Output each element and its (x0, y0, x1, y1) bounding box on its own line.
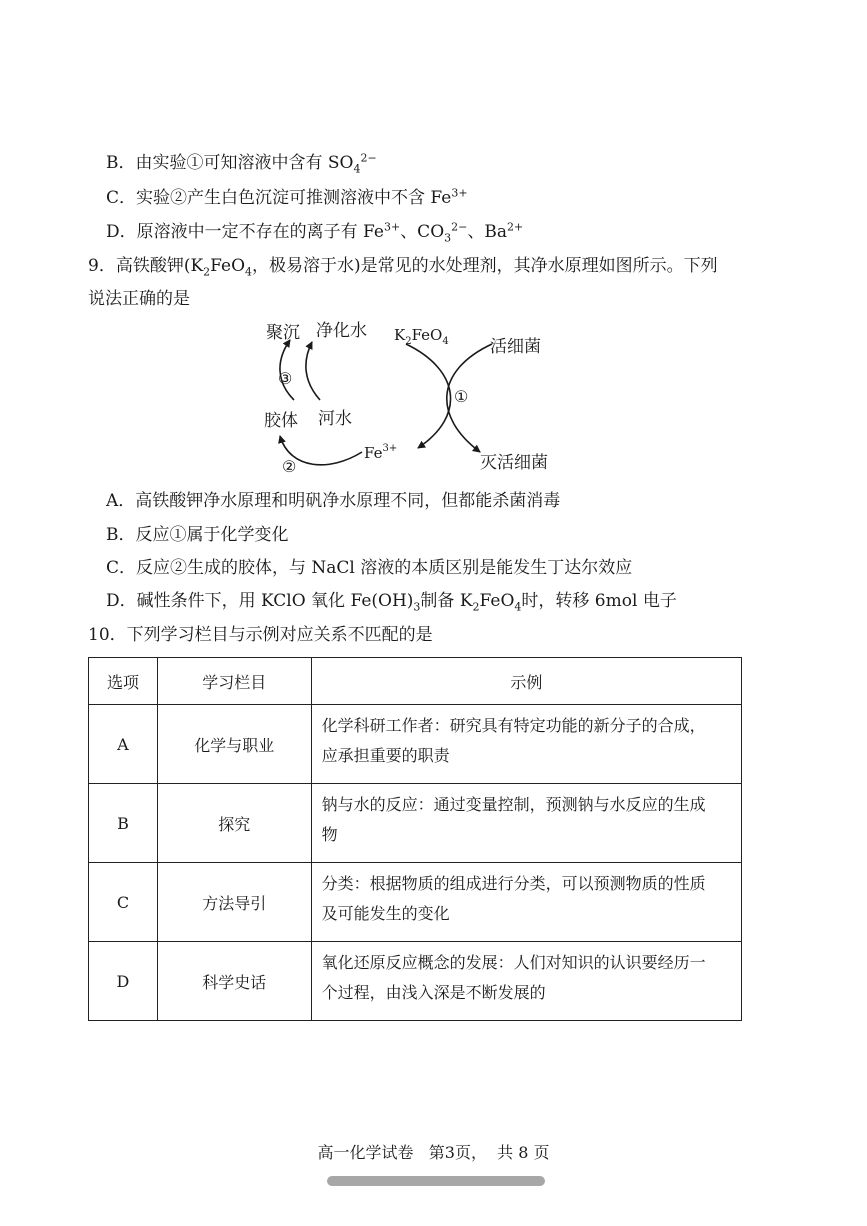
q9-stem-line2: 说法正确的是 (88, 289, 190, 309)
q8-option-d: D．原溶液中一定不存在的离子有 $Fe^{3+}$、$CO_3^{2-}$、$Ba^{2+}$ (106, 220, 524, 245)
label-jiaoti: 胶体 (264, 411, 298, 431)
label-huoxijun: 活细菌 (490, 337, 541, 357)
page-footer: 高一化学试卷 第3页， 共 8 页 (317, 1143, 550, 1162)
purification-diagram (240, 312, 600, 488)
header-option: 选项 (89, 658, 158, 705)
q10-table (88, 657, 742, 1021)
row-example: 分类：根据物质的组成进行分类，可以预测物质的性质 及可能发生的变化 (311, 863, 741, 942)
q9-option-d: D．碱性条件下，用 KClO 氧化 $Fe(OH)_3$制备 $K_2FeO_4$时，转移 6mol 电子 (106, 591, 677, 614)
table-row (89, 784, 742, 863)
header-example: 示例 (311, 658, 741, 705)
table-header-row (89, 658, 742, 705)
label-juchen: 聚沉 (266, 323, 300, 343)
table-row (89, 705, 742, 784)
label-circle1: ① (454, 387, 469, 406)
label-heshui: 河水 (318, 409, 352, 429)
row-column: 科学史话 (157, 942, 311, 1021)
arrow-to-jinghuashui (306, 342, 320, 400)
q8-option-b: B．由实验①可知溶液中含有 $SO_4^{2-}$ (106, 151, 377, 176)
row-example: 氧化还原反应概念的发展：人们对知识的认识要经历一 个过程，由浅入深是不断发展的 (311, 942, 741, 1021)
row-example: 钠与水的反应：通过变量控制，预测钠与水反应的生成 物 (311, 784, 741, 863)
row-column: 探究 (157, 784, 311, 863)
q8-option-c: C．实验②产生白色沉淀可推测溶液中不含 $Fe^{3+}$ (106, 186, 468, 208)
q10-stem: 10．下列学习栏目与示例对应关系不匹配的是 (88, 625, 433, 645)
row-column: 化学与职业 (157, 705, 311, 784)
row-option: D (89, 942, 158, 1021)
horizontal-scrollbar[interactable] (327, 1176, 545, 1186)
header-column: 学习栏目 (157, 658, 311, 705)
row-column: 方法导引 (157, 863, 311, 942)
q9-option-a: A．高铁酸钾净水原理和明矾净水原理不同，但都能杀菌消毒 (106, 491, 561, 511)
table-row (89, 863, 742, 942)
label-fe3: $Fe^{3+}$ (364, 443, 398, 462)
table-row (89, 942, 742, 1021)
label-miehuo: 灭活细菌 (480, 453, 548, 473)
q9-stem-line1: 9．高铁酸钾($K_2FeO_4$，极易溶于水)是常见的水处理剂，其净水原理如图所示。下列 (88, 256, 718, 279)
row-option: B (89, 784, 158, 863)
arrow-k2feo4-to-fe3 (406, 344, 451, 448)
label-circle2: ② (282, 457, 297, 476)
label-jinghuashui: 净化水 (316, 321, 367, 341)
row-option: A (89, 705, 158, 784)
row-example: 化学科研工作者：研究具有特定功能的新分子的合成， 应承担重要的职责 (311, 705, 741, 784)
q9-option-b: B．反应①属于化学变化 (106, 525, 289, 545)
label-k2feo4: $K_2FeO_4$ (394, 326, 449, 347)
label-circle3: ③ (278, 369, 293, 388)
row-option: C (89, 863, 158, 942)
q9-option-c: C．反应②生成的胶体，与 NaCl 溶液的本质区别是能发生丁达尔效应 (106, 558, 633, 578)
